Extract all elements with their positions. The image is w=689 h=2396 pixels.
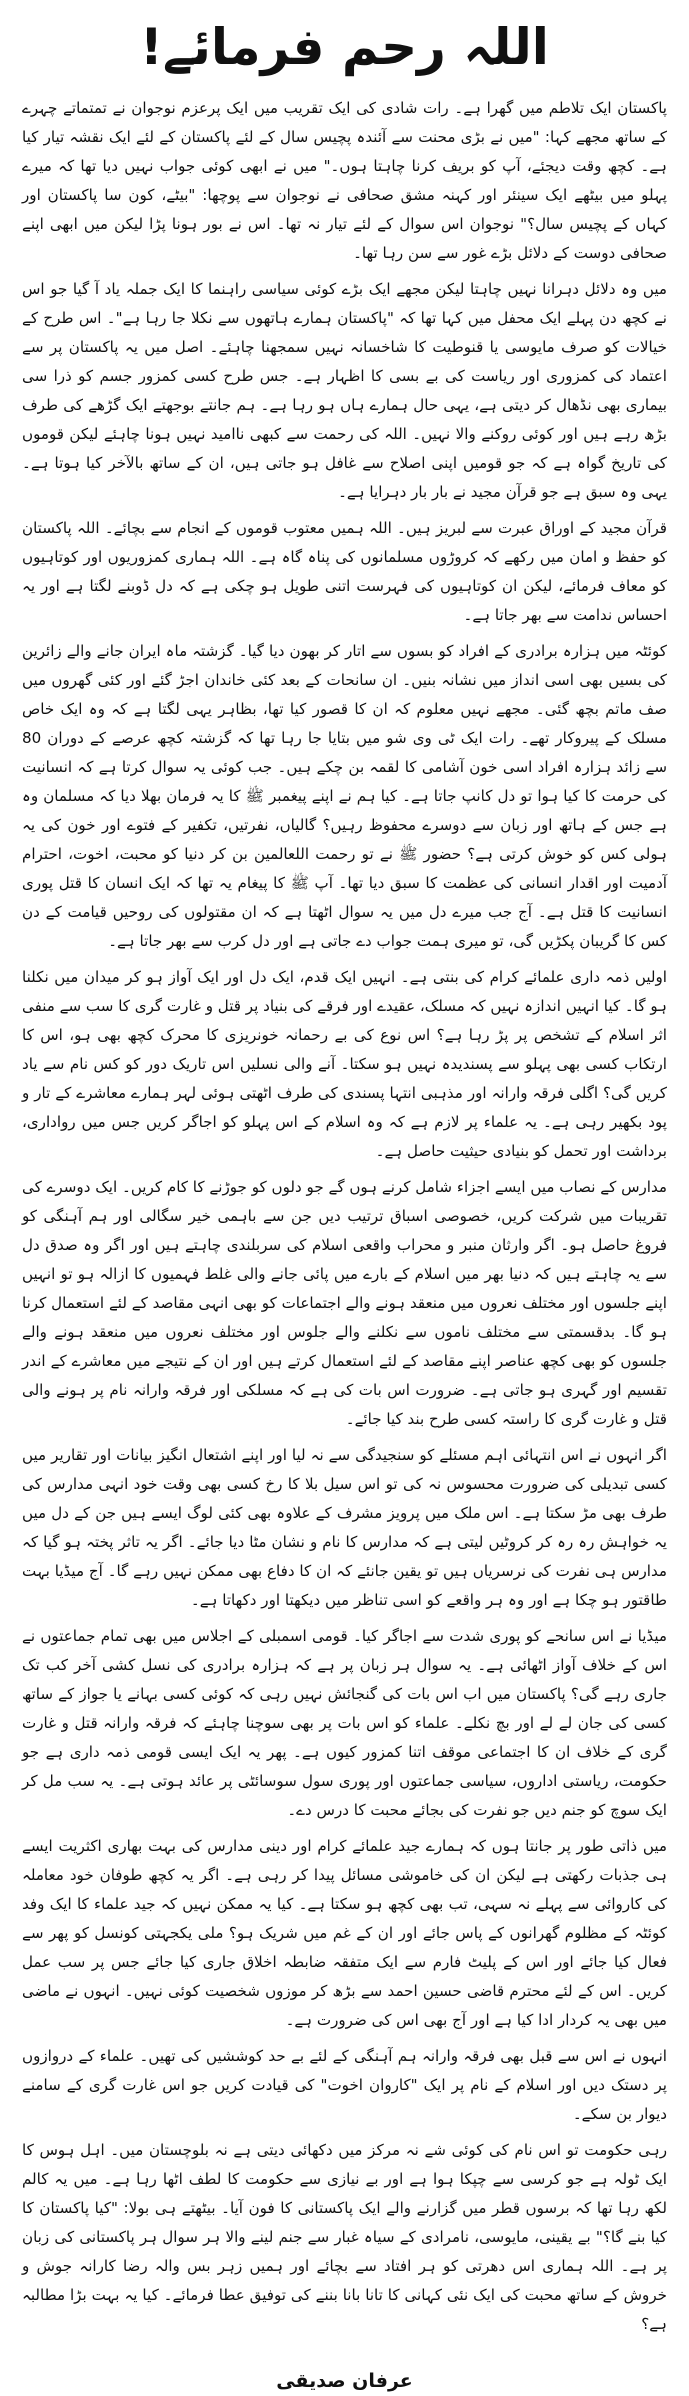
paragraph: اگر انہوں نے اس انتہائی اہم مسئلے کو سنجیدگی سے نہ لیا اور اپنے اشتعال انگیز بیانات اور تقاریر میں کسی تبدیلی کی ضرورت محسوس نہ کی تو اس سیل بلا کا رخ کسی بھی وقت خود انہی مدارس کی طرف بھی مڑ سکتا ہے۔ اس ملک میں پرویز مشرف کے علاوہ بھی کئی لوگ ایسے ہیں جن کے دل میں یہ خواہش رہ رہ کر کروٹیں لیتی ہے کہ مدارس کا نام و نشان مٹا دیا جائے۔ اگر یہ تاثر پختہ ہو گیا کہ مدارس ہی نفرت کی نرسریاں ہیں تو یقین جانئے کہ ان کا دفاع بھی ممکن نہیں رہے گا۔ آج میڈیا بہت طاقتور ہو چکا ہے اور وہ ہر واقعے کو اسی تناظر میں دیکھتا اور دکھاتا ہے۔: [22, 1446, 667, 1609]
paragraph: میں وہ دلائل دہرانا نہیں چاہتا لیکن مجھے ایک بڑے کوئی سیاسی راہنما کا ایک جملہ یاد آ گیا جو اس نے کچھ دن پہلے ایک محفل میں کہا تھا کہ "پاکستان ہمارے ہاتھوں سے نکلا جا رہا ہے"۔ اس طرح کے خیالات کو صرف مایوسی یا قنوطیت کا شاخسانہ نہیں سمجھنا چاہئے۔ اصل میں یہ پاکستان پر سے اعتماد کی کمزوری اور ریاست کی بے بسی کا اظہار ہے۔ جس طرح کسی کمزور جسم کو ذرا سی بیماری بھی نڈھال کر دیتی ہے، یہی حال ہمارے ہاں ہو رہا ہے۔ ہم جانتے بوجھتے ایک گڑھے کی طرف بڑھ رہے ہیں اور کوئی روکنے والا نہیں۔ اللہ کی رحمت سے کبھی ناامید نہیں ہونا چاہئے لیکن قوموں کی تاریخ گواہ ہے کہ جو قومیں اپنی اصلاح سے غافل ہو جاتی ہیں، ان کے ساتھ بالآخر کیا ہوتا ہے۔ یہی وہ سبق ہے جو قرآن مجید نے بار بار دہرایا ہے۔: [22, 280, 667, 501]
author-byline: عرفان صدیقی: [276, 2370, 413, 2392]
column-body: [22, 94, 667, 2346]
paragraph: پاکستان ایک تلاطم میں گھرا ہے۔ رات شادی کی ایک تقریب میں ایک پرعزم نوجوان نے تمتماتے چہرے کے ساتھ مجھے کہا: "میں نے بڑی محنت سے آئندہ پچیس سال کے لئے پاکستان کے لئے ایک نقشہ تیار کیا ہے۔ کچھ وقت دیجئے، آپ کو بریف کرنا چاہتا ہوں۔" میں نے ابھی کوئی جواب نہیں دیا تھا کہ میرے پہلو میں بیٹھے ایک سینئر اور کہنہ مشق صحافی نے نوجوان سے پوچھا: "بیٹے، کون سا پاکستان اور کہاں کے پچیس سال؟" نوجوان اس سوال کے لئے تیار نہ تھا۔ اس نے بور ہونا پڑا لیکن میں ابھی اپنے صحافی دوست کے دلائل بڑے غور سے سن رہا تھا۔: [22, 99, 667, 262]
paragraph: میں ذاتی طور پر جانتا ہوں کہ ہمارے جید علمائے کرام اور دینی مدارس کی بہت بھاری اکثریت ایسے ہی جذبات رکھتی ہے لیکن ان کی خاموشی مسائل پیدا کر رہی ہے۔ اگر یہ کچھ طوفان خود معاملہ کی کاروائی سے پہلے نہ سہی، تب بھی کچھ ہو سکتا ہے۔ کیا یہ ممکن نہیں کہ جید علماء کا ایک وفد کوئٹہ کے مظلوم گھرانوں کے پاس جائے اور ان کے غم میں شریک ہو؟ ملی یکجہتی کونسل کو پھر سے فعال کیا جائے اور اس کے پلیٹ فارم سے ایک متفقہ ضابطہ اخلاق جاری کیا جائے جس پر سب عمل کریں۔ اس کے لئے محترم قاضی حسین احمد سے بڑھ کر موزوں شخصیت کوئی نہیں۔ انہوں نے ماضی میں بھی یہ کردار ادا کیا ہے اور آج بھی اس کی ضرورت ہے۔: [22, 1837, 667, 2029]
paragraph: قرآن مجید کے اوراق عبرت سے لبریز ہیں۔ اللہ ہمیں معتوب قوموں کے انجام سے بچائے۔ اللہ پاکستان کو حفظ و امان میں رکھے کہ کروڑوں مسلمانوں کی پناہ گاہ ہے۔ اللہ ہماری کمزوریوں اور کوتاہیوں کو معاف فرمائے، لیکن ان کوتاہیوں کی فہرست اتنی طویل ہو چکی ہے کہ دل ڈوبنے لگتا ہے اور یہ احساس ندامت سے بھر جاتا ہے۔: [22, 519, 667, 624]
paragraph: انہوں نے اس سے قبل بھی فرقہ وارانہ ہم آہنگی کے لئے بے حد کوششیں کی تھیں۔ علماء کے دروازوں پر دستک دیں اور اسلام کے نام پر ایک "کاروان اخوت" کی قیادت کریں جو اس غارت گری کے سامنے دیوار بن سکے۔: [22, 2047, 667, 2123]
paragraph: میڈیا نے اس سانحے کو پوری شدت سے اجاگر کیا۔ قومی اسمبلی کے اجلاس میں بھی تمام جماعتوں نے اس کے خلاف آواز اٹھائی ہے۔ یہ سوال ہر زبان پر ہے کہ ہزارہ برادری کی نسل کشی آخر کب تک جاری رہے گی؟ پاکستان میں اب اس بات کی گنجائش نہیں رہی کہ کوئی کسی بہانے یا جواز کے ساتھ کسی کی جان لے لے اور بچ نکلے۔ علماء کو اس بات پر بھی سوچنا چاہئے کہ فرقہ وارانہ قتل و غارت گری کے خلاف ان کا اجتماعی موقف اتنا کمزور کیوں ہے۔ پھر یہ ایک ایسی قومی ذمہ داری ہے جو حکومت، ریاستی اداروں، سیاسی جماعتوں اور پوری سول سوسائٹی پر عائد ہوتی ہے۔ یہ سب مل کر ایک سوچ کو جنم دیں جو نفرت کی بجائے محبت کا درس دے۔: [22, 1627, 667, 1819]
paragraph: رہی حکومت تو اس نام کی کوئی شے نہ مرکز میں دکھائی دیتی ہے نہ بلوچستان میں۔ اہل ہوس کا ایک ٹولہ ہے جو کرسی سے چپکا ہوا ہے اور بے نیازی سے حکومت کا لطف اٹھا رہا ہے۔ میں یہ کالم لکھ رہا تھا کہ برسوں قطر میں گزارنے والے ایک پاکستانی کا فون آیا۔ بیٹھتے ہی بولا: "کیا پاکستان کا کیا بنے گا؟" بے یقینی، مایوسی، نامرادی کے سیاہ غبار سے جنم لینے والا ہر سوال ہر پاکستانی کی زبان پر ہے۔ اللہ ہماری اس دھرتی کو ہر افتاد سے بچائے اور ہمیں زہر بس والہ رضا کارانہ جوش و خروش کے ساتھ محبت کی ایک نئی کہانی کا تانا بانا بننے کی توفیق عطا فرمائے۔ کیا یہ بہت بڑا مطالبہ ہے؟: [22, 2141, 667, 2333]
paragraph: کوئٹہ میں ہزارہ برادری کے افراد کو بسوں سے اتار کر بھون دیا گیا۔ گزشتہ ماہ ایران جانے والے زائرین کی بسیں بھی اسی انداز میں نشانہ بنیں۔ ان سانحات کے بعد کئی خاندان اجڑ گئے اور کئی گھروں میں صف ماتم بچھ گئی۔ مجھے نہیں معلوم کہ ان کا قصور کیا تھا، بظاہر یہی لگتا ہے کہ وہ ایک خاص مسلک کے پیروکار تھے۔ رات ایک ٹی وی شو میں بتایا جا رہا تھا کہ گزشتہ کچھ عرصے کے دوران 80 سے زائد ہزارہ افراد اسی خون آشامی کا لقمہ بن چکے ہیں۔ جب کوئی یہ سوال کرتا ہے کہ انسانیت کی حرمت کا کیا ہوا تو دل کانپ جاتا ہے۔ کیا ہم نے اپنے پیغمبر ﷺ کا یہ فرمان بھلا دیا کہ مسلمان وہ ہے جس کے ہاتھ اور زبان سے دوسرے محفوظ رہیں؟ گالیاں، نفرتیں، تکفیر کے فتوے اور خون کی یہ ہولی کس کو خوش کرتی ہے؟ حضور ﷺ نے تو رحمت اللعالمین بن کر دنیا کو محبت، اخوت، احترام آدمیت اور اقدار انسانی کی عظمت کا سبق دیا تھا۔ آپ ﷺ کا پیغام یہ تھا کہ ایک انسان کا قتل پوری انسانیت کا قتل ہے۔ آج جب میرے دل میں یہ سوال اٹھتا ہے کہ ان مقتولوں کی روحیں قیامت کے دن کس کا گریبان پکڑیں گی، تو میری ہمت جواب دے جاتی ہے اور دل کرب سے بھر جاتا ہے۔: [22, 642, 667, 950]
column-headline: اللہ رحم فرمائے!: [140, 18, 549, 76]
paragraph: اولیں ذمہ داری علمائے کرام کی بنتی ہے۔ انہیں ایک قدم، ایک دل اور ایک آواز ہو کر میدان میں نکلنا ہو گا۔ کیا انہیں اندازہ نہیں کہ مسلک، عقیدے اور فرقے کی بنیاد پر قتل و غارت گری کا سب سے منفی اثر اسلام کے تشخص پر پڑ رہا ہے؟ اس نوع کی بے رحمانہ خونریزی کا محرک کچھ بھی ہو، اس کا ارتکاب کسی بھی پہلو سے پسندیدہ نہیں ہو سکتا۔ آنے والی نسلیں اس تاریک دور کو کس نام سے یاد کریں گی؟ اگلی فرقہ وارانہ اور مذہبی انتہا پسندی کی طرف اٹھتی ہوئی لہر ہمارے معاشرے کے تار و پود بکھیر رہی ہے۔ یہ علماء پر لازم ہے کہ وہ اسلام کے اس پہلو کو اجاگر کریں جس میں رواداری، برداشت اور تحمل کو بنیادی حیثیت حاصل ہے۔: [21, 968, 667, 1160]
paragraph: مدارس کے نصاب میں ایسے اجزاء شامل کرنے ہوں گے جو دلوں کو جوڑنے کا کام کریں۔ ایک دوسرے کی تقریبات میں شرکت کریں، خصوصی اسباق ترتیب دیں جن سے باہمی خیر سگالی اور ہم آہنگی کو فروغ حاصل ہو۔ اگر وارثان منبر و محراب واقعی اسلام کی سربلندی چاہتے ہیں اور اگر وہ صدق دل سے یہ چاہتے ہیں کہ دنیا بھر میں اسلام کے بارے میں پائی جانے والی غلط فہمیوں کا ازالہ ہو تو انہیں اپنے جلسوں اور مختلف نعروں میں منعقد ہونے والے اجتماعات کو بھی انہی مقاصد کے لئے استعمال کرنا ہو گا۔ بدقسمتی سے مختلف ناموں سے نکلنے والے جلوس اور مختلف نعروں میں منعقد ہونے والے جلسوں کو بھی کچھ عناصر اپنے مقاصد کے لئے استعمال کرتے ہیں اور ان کے نتیجے میں معاشرے کے اندر تقسیم اور گہری ہو جاتی ہے۔ ضرورت اس بات کی ہے کہ مسلکی اور فرقہ وارانہ نام پر ہونے والی قتل و غارت گری کا راستہ کسی طرح بند کیا جائے۔: [22, 1178, 667, 1428]
